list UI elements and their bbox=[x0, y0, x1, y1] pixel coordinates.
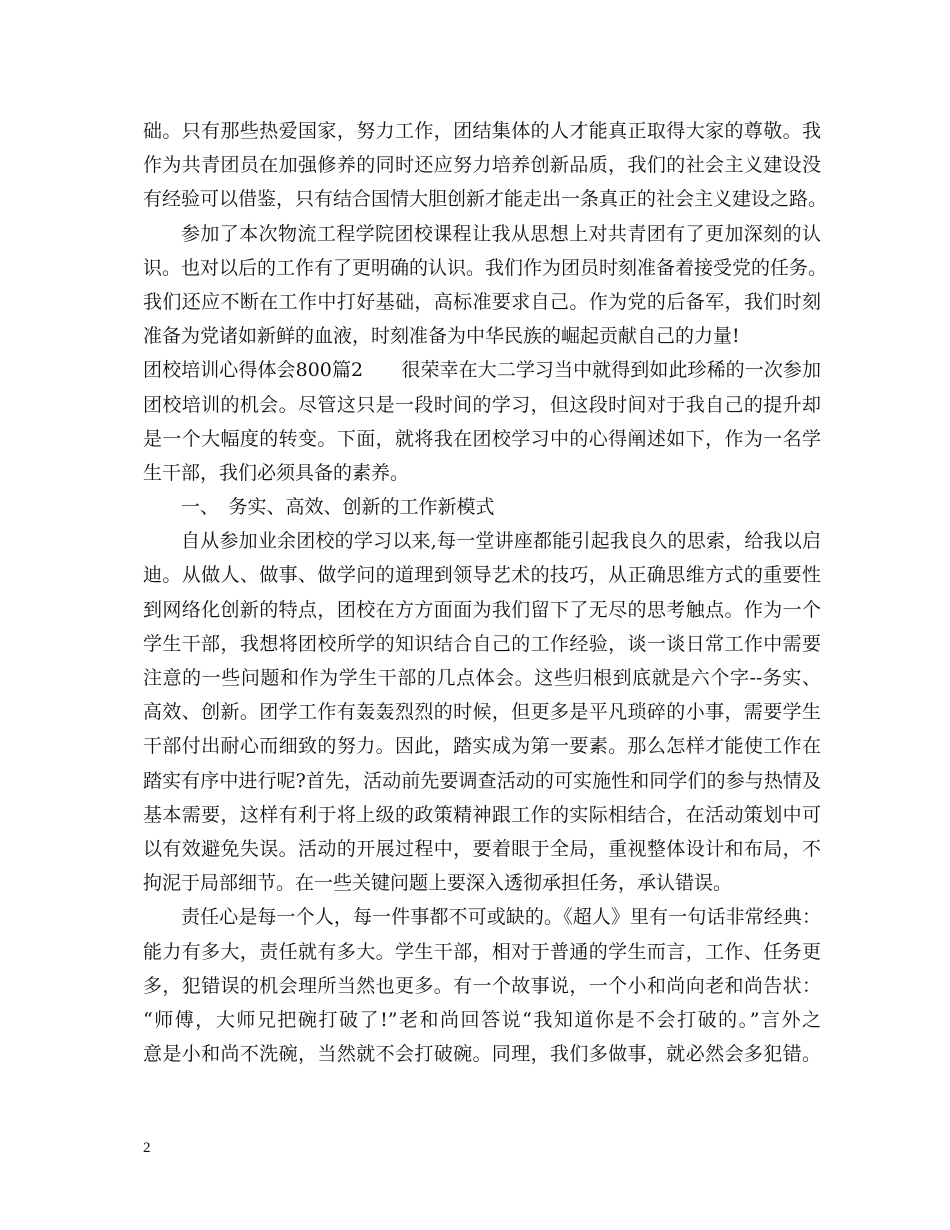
text-line: “师傅，大师兄把碗打破了!”老和尚回答说“我知道你是不会打破的。”言外之 bbox=[143, 1008, 821, 1031]
text-line: 生干部，我们必须具备的素养。 bbox=[143, 461, 410, 484]
text-line: 到网络化创新的特点，团校在方方面面为我们留下了无尽的思考触点。作为一个 bbox=[143, 598, 821, 621]
text-line: 拘泥于局部细节。在一些关键问题上要深入透彻承担任务，承认错误。 bbox=[143, 872, 733, 895]
text-line: 注意的一些问题和作为学生干部的几点体会。这些归根到底就是六个字--务实、 bbox=[143, 667, 821, 689]
text-line: 础。只有那些热爱国家，努力工作，团结集体的人才能真正取得大家的尊敬。我 bbox=[143, 120, 821, 142]
text-line: 基本需要，这样有利于将上级的政策精神跟工作的实际相结合，在活动策划中可 bbox=[143, 803, 821, 826]
text-line: 我们还应不断在工作中打好基础，高标准要求自己。作为党的后备军，我们时刻 bbox=[143, 290, 821, 313]
text-line: 以有效避免失误。活动的开展过程中，要着眼于全局，重视整体设计和布局，不 bbox=[143, 837, 821, 860]
text-line: 多，犯错误的机会理所当然也更多。有一个故事说，一个小和尚向老和尚告状： bbox=[143, 974, 821, 997]
text-line: 是一个大幅度的转变。下面，就将我在团校学习中的心得阐述如下，作为一名学 bbox=[143, 427, 821, 450]
text-line: 干部付出耐心而细致的努力。因此，踏实成为第一要素。那么怎样才能使工作在 bbox=[143, 735, 821, 758]
text-line: 能力有多大，责任就有多大。学生干部，相对于普通的学生而言，工作、任务更 bbox=[143, 940, 821, 963]
text-line: 识。也对以后的工作有了更明确的认识。我们作为团员时刻准备着接受党的任务。 bbox=[143, 256, 828, 279]
text-line: 团校培训的机会。尽管这只是一段时间的学习，但这段时间对于我自己的提升却 bbox=[143, 393, 821, 416]
document-body bbox=[143, 114, 828, 1071]
text-line: 高效、创新。团学工作有轰轰烈烈的时候，但更多是平凡琐碎的小事，需要学生 bbox=[143, 701, 821, 724]
page-number: 2 bbox=[143, 1140, 151, 1156]
text-line: 有经验可以借鉴，只有结合国情大胆创新才能走出一条真正的社会主义建设之路。 bbox=[143, 188, 828, 211]
section-heading: 一、 务实、高效、创新的工作新模式 bbox=[181, 496, 495, 519]
paragraph-first-line: 责任心是每一个人，每一件事都不可或缺的。《超人》里有一句话非常经典： bbox=[181, 906, 821, 929]
paragraph-first-line: 自从参加业余团校的学习以来,每一堂讲座都能引起我良久的思索，给我以启 bbox=[181, 530, 821, 553]
section-title-line: 团校培训心得体会800篇2 很荣幸在大二学习当中就得到如此珍稀的一次参加 bbox=[143, 359, 821, 382]
text-line: 作为共青团员在加强修养的同时还应努力培养创新品质，我们的社会主义建设没 bbox=[143, 154, 821, 177]
paragraph-first-line: 参加了本次物流工程学院团校课程让我从思想上对共青团有了更加深刻的认 bbox=[181, 222, 821, 245]
text-line: 学生干部，我想将团校所学的知识结合自己的工作经验，谈一谈日常工作中需要 bbox=[143, 632, 821, 655]
text-line: 意是小和尚不洗碗，当然就不会打破碗。同理，我们多做事，就必然会多犯错。 bbox=[143, 1043, 821, 1066]
text-line: 踏实有序中进行呢?首先，活动前先要调查活动的可实施性和同学们的参与热情及 bbox=[143, 769, 821, 792]
text-line: 准备为党诸如新鲜的血液，时刻准备为中华民族的崛起贡献自己的力量! bbox=[143, 325, 740, 348]
text-line: 迪。从做人、做事、做学问的道理到领导艺术的技巧，从正确思维方式的重要性 bbox=[143, 564, 821, 587]
